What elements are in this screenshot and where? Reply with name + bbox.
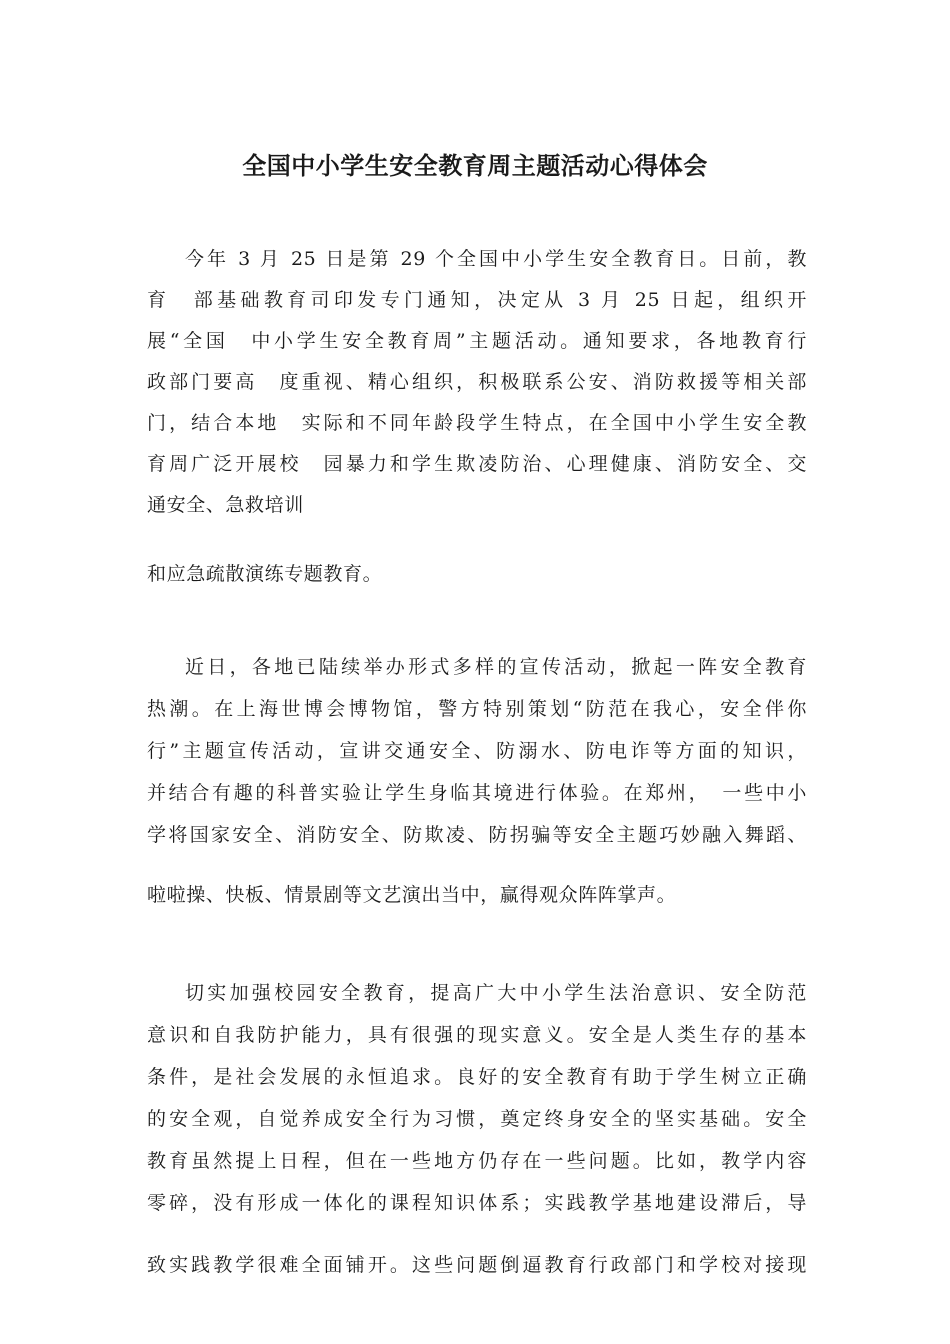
paragraph-1-line-5: 门，结合本地 实际和不同年龄段学生特点，在全国中小学生安全教 — [147, 412, 807, 434]
paragraph-1-line-8: 和应急疏散演练专题教育。 — [147, 563, 383, 585]
document-title: 全国中小学生安全教育周主题活动心得体会 — [242, 152, 708, 180]
paragraph-2-line-6: 啦啦操、快板、情景剧等文艺演出当中，赢得观众阵阵掌声。 — [147, 884, 677, 906]
paragraph-2-line-5: 学将国家安全、消防安全、防欺凌、防拐骗等安全主题巧妙融入舞蹈、 — [147, 824, 807, 846]
paragraph-1-line-7: 通安全、急救培训 — [147, 494, 304, 516]
paragraph-1-line-4: 政部门要高 度重视、精心组织，积极联系公安、消防救援等相关部 — [147, 371, 807, 393]
paragraph-2-line-2: 热潮。在上海世博会博物馆，警方特别策划“防范在我心，安全伴你 — [147, 698, 807, 720]
paragraph-2-line-4: 并结合有趣的科普实验让学生身临其境进行体验。在郑州， 一些中小 — [147, 782, 807, 804]
paragraph-1-line-1: 今年 3 月 25 日是第 29 个全国中小学生安全教育日。日前，教 — [185, 248, 807, 270]
paragraph-2-line-1: 近日，各地已陆续举办形式多样的宣传活动，掀起一阵安全教育 — [185, 656, 807, 678]
paragraph-3-line-6: 零碎，没有形成一体化的课程知识体系；实践教学基地建设滞后，导 — [147, 1192, 807, 1214]
paragraph-3-line-4: 的安全观，自觉养成安全行为习惯，奠定终身安全的坚实基础。安全 — [147, 1108, 807, 1130]
paragraph-1-line-3: 展“全国 中小学生安全教育周”主题活动。通知要求，各地教育行 — [147, 330, 807, 352]
paragraph-2-line-3: 行”主题宣传活动，宣讲交通安全、防溺水、防电诈等方面的知识， — [147, 740, 807, 762]
paragraph-3-line-1: 切实加强校园安全教育，提高广大中小学生法治意识、安全防范 — [185, 982, 807, 1004]
paragraph-3-line-7: 致实践教学很难全面铺开。这些问题倒逼教育行政部门和学校对接现 — [147, 1254, 807, 1276]
paragraph-1-line-2: 育 部基础教育司印发专门通知，决定从 3 月 25 日起，组织开 — [147, 289, 807, 311]
paragraph-3-line-2: 意识和自我防护能力，具有很强的现实意义。安全是人类生存的基本 — [147, 1024, 807, 1046]
paragraph-3-line-3: 条件，是社会发展的永恒追求。良好的安全教育有助于学生树立正确 — [147, 1066, 807, 1088]
paragraph-3-line-5: 教育虽然提上日程，但在一些地方仍存在一些问题。比如，教学内容 — [147, 1150, 807, 1172]
paragraph-1-line-6: 育周广泛开展校 园暴力和学生欺凌防治、心理健康、消防安全、交 — [147, 453, 807, 475]
